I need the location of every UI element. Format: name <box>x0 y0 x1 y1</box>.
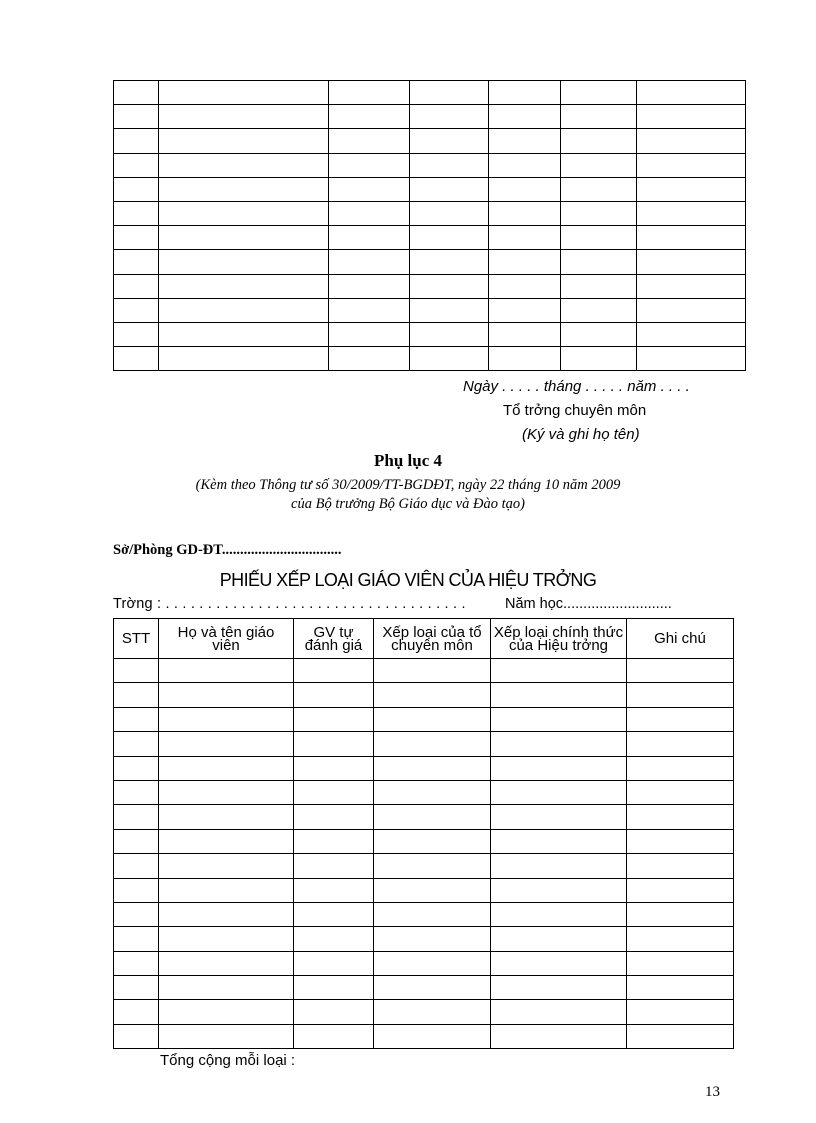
appendix-title: Phụ lục 4 <box>373 451 443 470</box>
table-cell <box>329 274 410 298</box>
signature-role: Tổ trởng chuyên môn <box>503 402 647 419</box>
school-line: Trờng : . . . . . . . . . . . . . . . . . . . . . . . . . . . . . . . . . . . . <box>113 596 466 612</box>
table-cell <box>410 177 489 201</box>
table-cell <box>159 659 294 683</box>
table-cell <box>329 129 410 153</box>
table-cell <box>294 1024 374 1048</box>
table-cell <box>489 81 561 105</box>
table-cell <box>491 902 627 926</box>
table-row <box>114 201 746 225</box>
table-cell <box>159 298 329 322</box>
table-cell <box>374 878 491 902</box>
table-cell <box>294 878 374 902</box>
table-cell <box>627 878 734 902</box>
table-cell <box>329 322 410 346</box>
table-cell <box>329 226 410 250</box>
table-cell <box>627 854 734 878</box>
table-cell <box>159 81 329 105</box>
table-cell <box>561 274 637 298</box>
table-cell <box>114 707 159 731</box>
table-row <box>114 829 734 853</box>
table-cell <box>491 756 627 780</box>
table-cell <box>294 1000 374 1024</box>
column-header-group-rating: Xếp loại của tổ chuyên môn <box>374 619 491 659</box>
table-cell <box>159 105 329 129</box>
table-cell <box>159 854 294 878</box>
table-cell <box>410 250 489 274</box>
table-cell <box>491 878 627 902</box>
table-cell <box>491 659 627 683</box>
table-cell <box>561 322 637 346</box>
table-cell <box>410 322 489 346</box>
table-cell <box>491 1000 627 1024</box>
table-cell <box>374 805 491 829</box>
table-cell <box>294 780 374 804</box>
table-cell <box>159 805 294 829</box>
table-cell <box>374 854 491 878</box>
table-row <box>114 81 746 105</box>
table-cell <box>637 322 746 346</box>
table-cell <box>114 298 159 322</box>
table-cell <box>159 250 329 274</box>
table-cell <box>114 129 159 153</box>
table-row <box>114 732 734 756</box>
table-cell <box>294 829 374 853</box>
table-cell <box>114 274 159 298</box>
table-cell <box>159 927 294 951</box>
page-number: 13 <box>705 1084 720 1100</box>
table-row <box>114 129 746 153</box>
table-cell <box>561 250 637 274</box>
table-row <box>114 1024 734 1048</box>
table-cell <box>491 927 627 951</box>
table-cell <box>627 829 734 853</box>
column-header-stt: STT <box>114 619 159 659</box>
table-cell <box>114 732 159 756</box>
table-row <box>114 707 734 731</box>
table-row <box>114 976 734 1000</box>
table-cell <box>159 153 329 177</box>
column-header-notes: Ghi chú <box>627 619 734 659</box>
table-cell <box>159 829 294 853</box>
table-header-row <box>114 619 734 659</box>
table-cell <box>114 347 159 371</box>
table-cell <box>627 1000 734 1024</box>
table-cell <box>374 659 491 683</box>
column-header-official-rating: Xếp loại chính thức của Hiệu trởng <box>491 619 627 659</box>
appendix-reference-line-2: của Bộ trưởng Bộ Giáo dục và Đào tạo) <box>291 496 525 512</box>
table-cell <box>159 683 294 707</box>
table-cell <box>489 153 561 177</box>
table-cell <box>627 805 734 829</box>
table-cell <box>294 732 374 756</box>
table-cell <box>627 683 734 707</box>
table-cell <box>627 902 734 926</box>
table-cell <box>114 683 159 707</box>
table-cell <box>114 829 159 853</box>
table-cell <box>489 347 561 371</box>
teacher-rating-table <box>113 618 734 1049</box>
table-cell <box>410 274 489 298</box>
department-line: Sở/Phòng GD-ĐT................................. <box>113 542 342 558</box>
table-cell <box>159 177 329 201</box>
table-cell <box>114 902 159 926</box>
table-row <box>114 298 746 322</box>
table-row <box>114 274 746 298</box>
table-cell <box>114 659 159 683</box>
table-cell <box>491 1024 627 1048</box>
table-cell <box>561 81 637 105</box>
table-row <box>114 805 734 829</box>
table-cell <box>491 805 627 829</box>
table-row <box>114 105 746 129</box>
table-cell <box>637 250 746 274</box>
table-cell <box>114 951 159 975</box>
table-cell <box>627 927 734 951</box>
table-cell <box>159 951 294 975</box>
table-cell <box>114 878 159 902</box>
table-cell <box>627 732 734 756</box>
table-row <box>114 683 734 707</box>
table-row <box>114 902 734 926</box>
table-cell <box>637 105 746 129</box>
table-cell <box>114 250 159 274</box>
table-row <box>114 927 734 951</box>
signature-date-line: Ngày . . . . . tháng . . . . . năm . . . . <box>463 378 690 395</box>
table-cell <box>491 829 627 853</box>
table-cell <box>159 1000 294 1024</box>
table-cell <box>329 153 410 177</box>
table-cell <box>294 683 374 707</box>
table-cell <box>374 902 491 926</box>
table-cell <box>114 322 159 346</box>
table-cell <box>114 105 159 129</box>
table-cell <box>561 105 637 129</box>
table-cell <box>374 756 491 780</box>
table-cell <box>637 153 746 177</box>
table-cell <box>627 756 734 780</box>
table-cell <box>561 226 637 250</box>
table-cell <box>410 201 489 225</box>
table-cell <box>561 129 637 153</box>
table-cell <box>329 105 410 129</box>
table-row <box>114 1000 734 1024</box>
table-cell <box>329 298 410 322</box>
table-row <box>114 878 734 902</box>
table-cell <box>294 976 374 1000</box>
table-cell <box>627 951 734 975</box>
table-cell <box>637 177 746 201</box>
table-cell <box>410 105 489 129</box>
appendix-reference-line-1: (Kèm theo Thông tư số 30/2009/TT-BGDĐT, ngày 22 tháng 10 năm 2009 <box>195 477 621 493</box>
table-cell <box>561 347 637 371</box>
table-cell <box>159 226 329 250</box>
table-cell <box>561 153 637 177</box>
table-cell <box>114 226 159 250</box>
table-cell <box>410 347 489 371</box>
table-row <box>114 659 734 683</box>
table-cell <box>159 347 329 371</box>
table-cell <box>294 927 374 951</box>
table-cell <box>491 854 627 878</box>
table-cell <box>159 1024 294 1048</box>
table-cell <box>627 707 734 731</box>
table-cell <box>114 1024 159 1048</box>
table-cell <box>294 902 374 926</box>
table-cell <box>114 1000 159 1024</box>
table-row <box>114 153 746 177</box>
table-cell <box>489 298 561 322</box>
table-cell <box>637 81 746 105</box>
table-row <box>114 226 746 250</box>
form-title: PHIẾU XẾP LOẠI GIÁO VIÊN CỦA HIỆU TRỞNG <box>219 570 597 590</box>
table-cell <box>114 854 159 878</box>
table-cell <box>329 177 410 201</box>
table-cell <box>637 201 746 225</box>
table-cell <box>410 81 489 105</box>
table-cell <box>374 732 491 756</box>
table-cell <box>410 153 489 177</box>
table-cell <box>489 177 561 201</box>
table-cell <box>159 780 294 804</box>
table-cell <box>114 927 159 951</box>
table-cell <box>410 298 489 322</box>
table-cell <box>637 226 746 250</box>
table-cell <box>114 177 159 201</box>
table-cell <box>294 854 374 878</box>
table-cell <box>561 177 637 201</box>
column-header-name: Họ và tên giáo viên <box>159 619 294 659</box>
table-cell <box>627 780 734 804</box>
table-cell <box>159 322 329 346</box>
table-cell <box>159 902 294 926</box>
table-cell <box>159 129 329 153</box>
table-cell <box>294 805 374 829</box>
table-cell <box>491 683 627 707</box>
column-header-self-rating: GV tự đánh giá <box>294 619 374 659</box>
table-cell <box>637 298 746 322</box>
table-cell <box>374 927 491 951</box>
table-cell <box>159 732 294 756</box>
table-cell <box>489 129 561 153</box>
table-cell <box>374 1024 491 1048</box>
continued-table <box>113 80 746 371</box>
table-row <box>114 177 746 201</box>
table-cell <box>114 805 159 829</box>
table-cell <box>159 274 329 298</box>
table-cell <box>627 976 734 1000</box>
table-cell <box>491 780 627 804</box>
table-cell <box>159 878 294 902</box>
table-cell <box>489 226 561 250</box>
signature-note: (Ký và ghi họ tên) <box>522 426 640 443</box>
table-cell <box>489 105 561 129</box>
table-cell <box>491 951 627 975</box>
table-cell <box>637 129 746 153</box>
table-cell <box>114 81 159 105</box>
table-cell <box>491 732 627 756</box>
table-row <box>114 951 734 975</box>
table-cell <box>491 707 627 731</box>
table-cell <box>374 707 491 731</box>
table-cell <box>114 780 159 804</box>
table-cell <box>374 951 491 975</box>
table-row <box>114 780 734 804</box>
table-cell <box>159 201 329 225</box>
table-cell <box>374 780 491 804</box>
table-cell <box>159 976 294 1000</box>
table-cell <box>627 659 734 683</box>
table-cell <box>627 1024 734 1048</box>
table-row <box>114 250 746 274</box>
table-cell <box>489 322 561 346</box>
table-cell <box>114 976 159 1000</box>
table-cell <box>489 250 561 274</box>
table-cell <box>329 81 410 105</box>
table-row <box>114 347 746 371</box>
table-row <box>114 854 734 878</box>
table-cell <box>637 347 746 371</box>
table-cell <box>410 129 489 153</box>
table-cell <box>489 201 561 225</box>
table-cell <box>294 659 374 683</box>
table-cell <box>561 298 637 322</box>
table-cell <box>294 707 374 731</box>
table-cell <box>114 756 159 780</box>
school-year-line: Năm học........................... <box>505 596 672 612</box>
total-per-category: Tổng cộng mỗi loại : <box>160 1052 296 1069</box>
table-row <box>114 322 746 346</box>
table-cell <box>159 756 294 780</box>
table-cell <box>329 201 410 225</box>
table-cell <box>294 951 374 975</box>
table-cell <box>637 274 746 298</box>
table-cell <box>374 976 491 1000</box>
table-cell <box>561 201 637 225</box>
table-cell <box>374 1000 491 1024</box>
table-cell <box>410 226 489 250</box>
table-cell <box>491 976 627 1000</box>
table-cell <box>114 201 159 225</box>
table-cell <box>489 274 561 298</box>
table-cell <box>329 347 410 371</box>
table-cell <box>114 153 159 177</box>
table-row <box>114 756 734 780</box>
table-cell <box>294 756 374 780</box>
table-cell <box>329 250 410 274</box>
table-cell <box>159 707 294 731</box>
table-cell <box>374 683 491 707</box>
table-cell <box>374 829 491 853</box>
